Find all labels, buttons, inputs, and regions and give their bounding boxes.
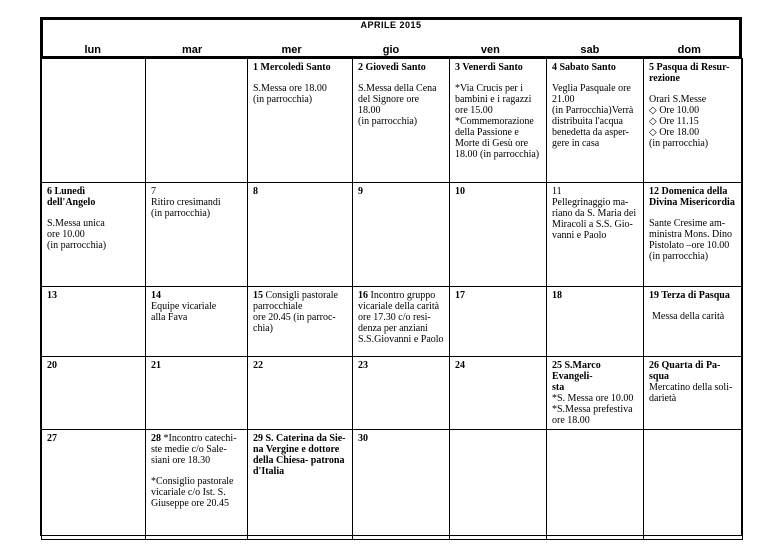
empty-cell — [547, 430, 644, 540]
day-title: 12 Domenica della Divina Misericordia — [649, 186, 735, 208]
day-title: 3 Venerdì Santo — [455, 62, 523, 73]
day-number: 21 — [151, 360, 161, 371]
weekday-label: mer — [281, 44, 302, 56]
empty-cell — [450, 430, 547, 540]
day-number: 20 — [47, 360, 57, 371]
weekday-label: dom — [677, 44, 701, 56]
weekday-label: gio — [382, 44, 400, 56]
week-row — [42, 357, 743, 430]
day-event: Mercatino della soli- darietà — [649, 382, 733, 404]
day-cell — [353, 357, 450, 430]
day-number: 23 — [358, 360, 368, 371]
day-number: 18 — [552, 290, 562, 301]
day-number: 9 — [358, 186, 363, 197]
day-event: *Consiglio pastorale vicariale c/o Ist. S. Giuseppe ore 20.45 — [151, 476, 234, 509]
weekday-label: mar — [182, 44, 203, 56]
day-cell — [644, 59, 743, 183]
day-number: 7 — [151, 186, 156, 197]
day-number: 30 — [358, 433, 368, 444]
day-cell — [42, 287, 146, 357]
day-cell — [547, 183, 644, 287]
day-number: 17 — [455, 290, 465, 301]
day-cell — [146, 430, 248, 540]
day-event: S.Messa della Cena del Signore ore 18.00 (in parrocchia) — [358, 83, 437, 127]
day-title: 1 Mercoledì Santo — [253, 62, 331, 73]
day-event: Sante Cresime am- ministra Mons. Dino Pistolato –ore 10.00 (in parrocchia) — [649, 218, 733, 262]
day-event: Incontro gruppo vicariale della carità ore 17.30 c/o resi- denza per anziani S.S.Giovanni e Paolo — [358, 290, 444, 345]
day-cell — [146, 357, 248, 430]
weekday-label: sab — [580, 44, 600, 56]
day-title: 2 Giovedì Santo — [358, 62, 426, 73]
day-title: 25 S.Marco Evangeli- sta — [552, 360, 601, 393]
weekday-label: lun — [84, 44, 101, 56]
day-event: *Incontro catechi- ste medie c/o Sale- siani ore 18.30 — [151, 433, 237, 466]
day-title: 6 Lunedì dell'Angelo — [47, 186, 96, 208]
day-cell — [547, 59, 644, 183]
day-cell — [42, 357, 146, 430]
day-title: 26 Quarta di Pa- squa — [649, 360, 721, 382]
day-title: 29 S. Caterina da Sie- na Vergine e dottore della Chiesa- patrona d'Italia — [253, 433, 346, 477]
day-event: S.Messa ore 18.00 (in parrocchia) — [253, 83, 327, 105]
day-cell — [547, 357, 644, 430]
day-event: Messa della carità — [652, 311, 725, 322]
calendar — [40, 17, 742, 536]
day-number: 14 — [151, 290, 161, 301]
day-cell — [353, 430, 450, 540]
day-cell — [644, 183, 743, 287]
day-cell — [146, 287, 248, 357]
day-cell — [353, 287, 450, 357]
day-cell — [644, 357, 743, 430]
day-cell — [42, 183, 146, 287]
day-title: 4 Sabato Santo — [552, 62, 616, 73]
day-cell — [248, 430, 353, 540]
day-event: Pellegrinaggio ma- riano da S. Maria dei Miracoli a S.S. Gio- vanni e Paolo — [552, 197, 637, 241]
day-cell — [248, 59, 353, 183]
day-title: 19 Terza di Pasqua — [649, 290, 730, 301]
day-cell — [42, 430, 146, 540]
day-number: 24 — [455, 360, 465, 371]
day-cell — [248, 357, 353, 430]
day-cell — [353, 59, 450, 183]
day-cell — [248, 183, 353, 287]
day-number: 10 — [455, 186, 465, 197]
day-number: 22 — [253, 360, 263, 371]
day-event: S.Messa unica ore 10.00 (in parrocchia) — [47, 218, 107, 251]
day-number: 13 — [47, 290, 57, 301]
week-row — [42, 183, 743, 287]
day-cell — [146, 183, 248, 287]
weekday-label: ven — [480, 44, 500, 56]
day-cell — [450, 287, 547, 357]
day-number: 16 — [358, 290, 368, 301]
day-cell — [450, 183, 547, 287]
day-cell — [353, 183, 450, 287]
day-number: 27 — [47, 433, 57, 444]
day-number: 15 — [253, 290, 263, 301]
day-event: *S. Messa ore 10.00 *S.Messa prefestiva ore 18.00 — [552, 393, 634, 426]
calendar-grid — [41, 58, 743, 540]
day-event: Consigli pastorale parrocchiale ore 20.45 (in parroc- chia) — [253, 290, 338, 334]
day-title: 5 Pasqua di Resur- rezione — [649, 62, 730, 84]
weekday-row — [43, 42, 739, 58]
day-event: Ritiro cresimandi (in parrocchia) — [151, 197, 221, 219]
day-event: Veglia Pasquale ore 21.00 (in Parrocchia)Verrà distribuita l'acqua benedetta da asper- gere in casa — [552, 83, 634, 149]
day-event: Equipe vicariale alla Fava — [151, 301, 217, 323]
day-number: 11 — [552, 186, 562, 197]
day-number: 28 — [151, 433, 161, 444]
day-cell — [450, 59, 547, 183]
day-cell — [644, 287, 743, 357]
empty-cell — [42, 59, 146, 183]
month-header — [41, 18, 741, 58]
week-row — [42, 430, 743, 540]
day-cell — [450, 357, 547, 430]
day-event: *Via Crucis per i bambini e i ragazzi ore 15.00 *Commemorazione della Passione e Morte di Gesù ore 18.00 (in parrocchia) — [455, 83, 540, 160]
empty-cell — [146, 59, 248, 183]
month-title: APRILE 2015 — [360, 20, 422, 30]
day-event: Orari S.Messe ◇ Ore 10.00 ◇ Ore 11.15 ◇ Ore 18.00 (in parrocchia) — [649, 94, 709, 149]
day-number: 8 — [253, 186, 258, 197]
week-row — [42, 287, 743, 357]
empty-cell — [644, 430, 743, 540]
day-cell — [248, 287, 353, 357]
week-row — [42, 59, 743, 183]
day-cell — [547, 287, 644, 357]
